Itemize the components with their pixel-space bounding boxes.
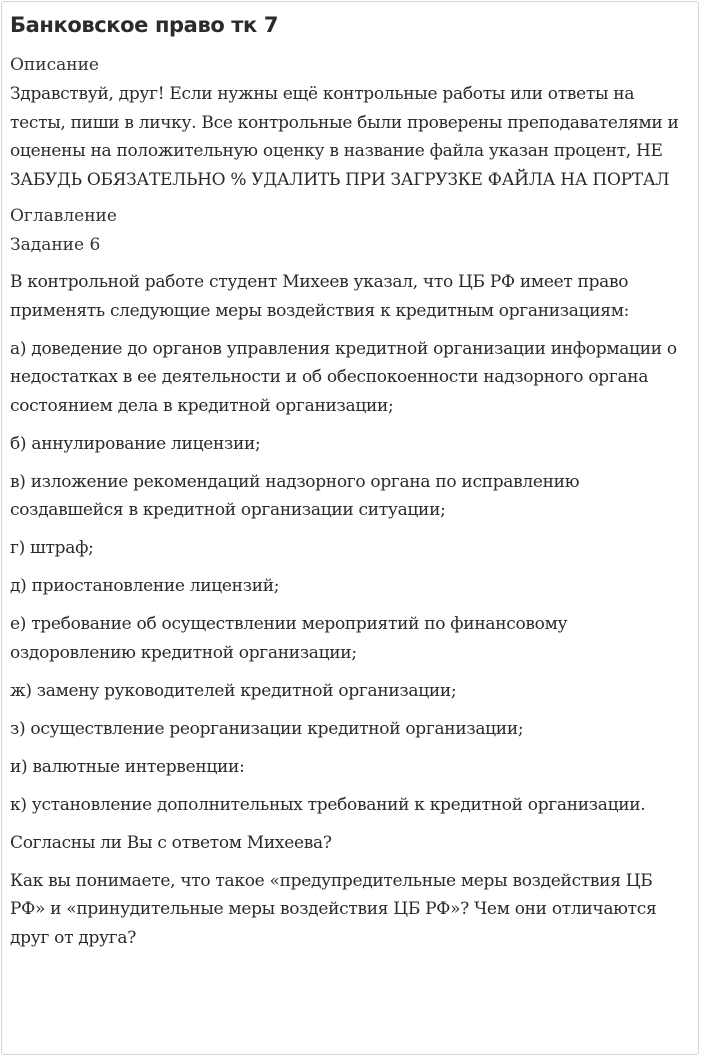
document-title: Банковское право тк 7 <box>10 13 279 37</box>
task-label: Задание 6 <box>10 235 101 255</box>
list-item: к) установление дополнительных требований к кредитной организации. <box>10 794 646 815</box>
list-item: а) доведение до органов управления кредитной организации информации о недостатках в ее деятельности и об обеспокоенности надзорного органа состоянием дела в кредитной организации; <box>10 338 677 416</box>
list-item: ж) замену руководителей кредитной организации; <box>10 680 457 701</box>
task-intro: В контрольной работе студент Михеев указал, что ЦБ РФ имеет право применять следующие меры воздействия к кредитным организациям: <box>10 272 630 321</box>
list-item: б) аннулирование лицензии; <box>10 433 261 454</box>
list-item: е) требование об осуществлении мероприятий по финансовому оздоровлению кредитной организации; <box>10 614 568 663</box>
description-label: Описание <box>10 55 99 75</box>
list-item: в) изложение рекомендаций надзорного органа по исправлению создавшейся в кредитной организации ситуации; <box>10 471 580 520</box>
list-item: д) приостановление лицензий; <box>10 576 280 596</box>
question-agree: Согласны ли Вы с ответом Михеева? <box>10 832 332 853</box>
list-item: г) штраф; <box>10 538 94 558</box>
list-item: з) осуществление реорганизации кредитной организации; <box>10 718 524 739</box>
list-item: и) валютные интервенции: <box>10 756 245 777</box>
toc-label: Оглавление <box>10 206 117 226</box>
document-card <box>1 1 699 1055</box>
question-measures: Как вы понимаете, что такое «предупредительные меры воздействия ЦБ РФ» и «принудительные меры воздействия ЦБ РФ»? Чем они отличаются друг от друга? <box>10 870 657 948</box>
description-text: Здравствуй, друг! Если нужны ещё контрольные работы или ответы на тесты, пиши в личку. Все контрольные были проверены преподавателями и оценены на положительную оценку в название файла указан процент, НЕ ЗАБУДЬ ОБЯЗАТЕЛЬНО % УДАЛИТЬ ПРИ ЗАГРУЗКЕ ФАЙЛА НА ПОРТАЛ <box>10 84 679 190</box>
